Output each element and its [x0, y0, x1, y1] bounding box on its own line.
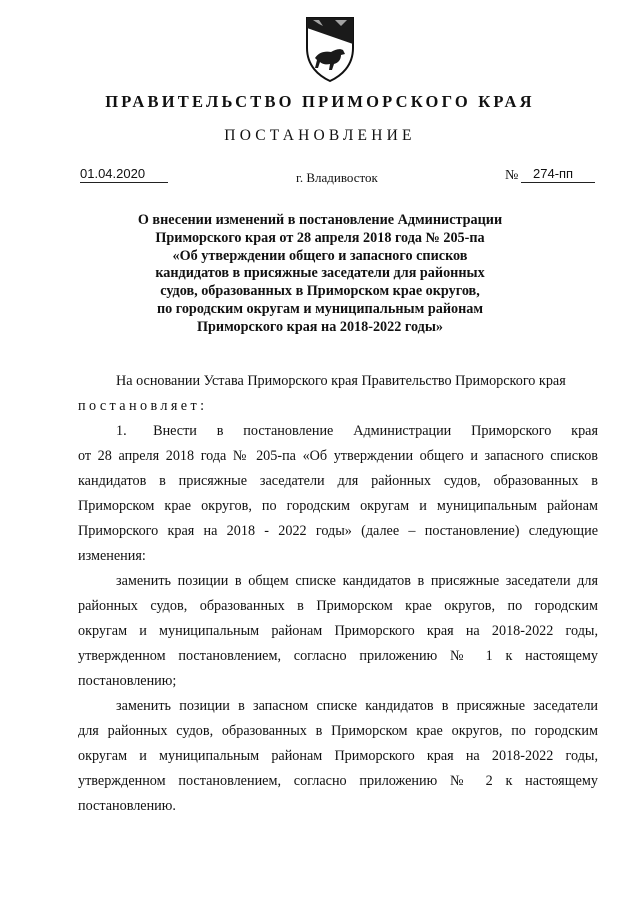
document-body [78, 369, 598, 819]
change1-line: заменить позиции в общем списке кандидатов в присяжные заседатели для [116, 573, 598, 589]
decree-word: постановляет: [78, 398, 208, 414]
basis-paragraph: На основании Устава Приморского края Правительство Приморского края [116, 373, 566, 389]
item1-line: изменения: [78, 548, 146, 564]
number-sign: № [505, 168, 519, 183]
change2-line: утвержденном постановлением, согласно приложению № 2 к настоящему [78, 773, 598, 789]
document-type: ПОСТАНОВЛЕНИЕ [224, 127, 416, 144]
document-date: 01.04.2020 [80, 166, 168, 183]
change2-line: заменить позиции в запасном списке кандидатов в присяжные заседатели [116, 698, 598, 714]
item1-line: Приморском крае округов, по городским округам и муниципальным районам [78, 498, 598, 514]
coat-of-arms-emblem [301, 14, 359, 84]
subject-line: «Об утверждении общего и запасного списков [172, 247, 468, 264]
document-subject [0, 212, 640, 337]
subject-line: кандидатов в присяжные заседатели для районных [155, 265, 485, 282]
change2-line: постановлению. [78, 798, 176, 814]
change1-line: постановлению; [78, 673, 177, 689]
subject-line: по городским округам и муниципальным районам [156, 300, 484, 317]
change1-line: районных судов, образованных в Приморском крае округов, по городским [78, 598, 598, 614]
subject-line: О внесении изменений в постановление Администрации [137, 212, 503, 228]
change1-line: округам и муниципальным районам Приморского края на 2018-2022 годы, [78, 623, 598, 639]
item1-line: 1. Внести в постановление Администрации Приморского края [116, 423, 598, 439]
subject-line: Приморского края от 28 апреля 2018 года № 205-па [155, 229, 485, 246]
item1-line: от 28 апреля 2018 года № 205-па «Об утверждении общего и запасного списков [78, 448, 598, 464]
change2-line: округам и муниципальным районам Приморского края на 2018-2022 годы, [78, 748, 598, 764]
change2-line: для районных судов, образованных в Приморском крае округов, по городским [78, 723, 598, 739]
item1-line: Приморского края на 2018 - 2022 годы» (далее – постановление) следующие [78, 523, 598, 539]
document-number: 274-пп [521, 166, 595, 183]
item1-line: кандидатов в присяжные заседатели для районных судов, образованных в [78, 473, 598, 489]
subject-line: Приморского края на 2018-2022 годы» [196, 318, 443, 335]
government-title: ПРАВИТЕЛЬСТВО ПРИМОРСКОГО КРАЯ [105, 92, 535, 111]
change1-line: утвержденном постановлением, согласно приложению № 1 к настоящему [78, 648, 598, 664]
document-city: г. Владивосток [296, 170, 378, 185]
subject-line: судов, образованных в Приморском крае округов, [160, 283, 480, 300]
